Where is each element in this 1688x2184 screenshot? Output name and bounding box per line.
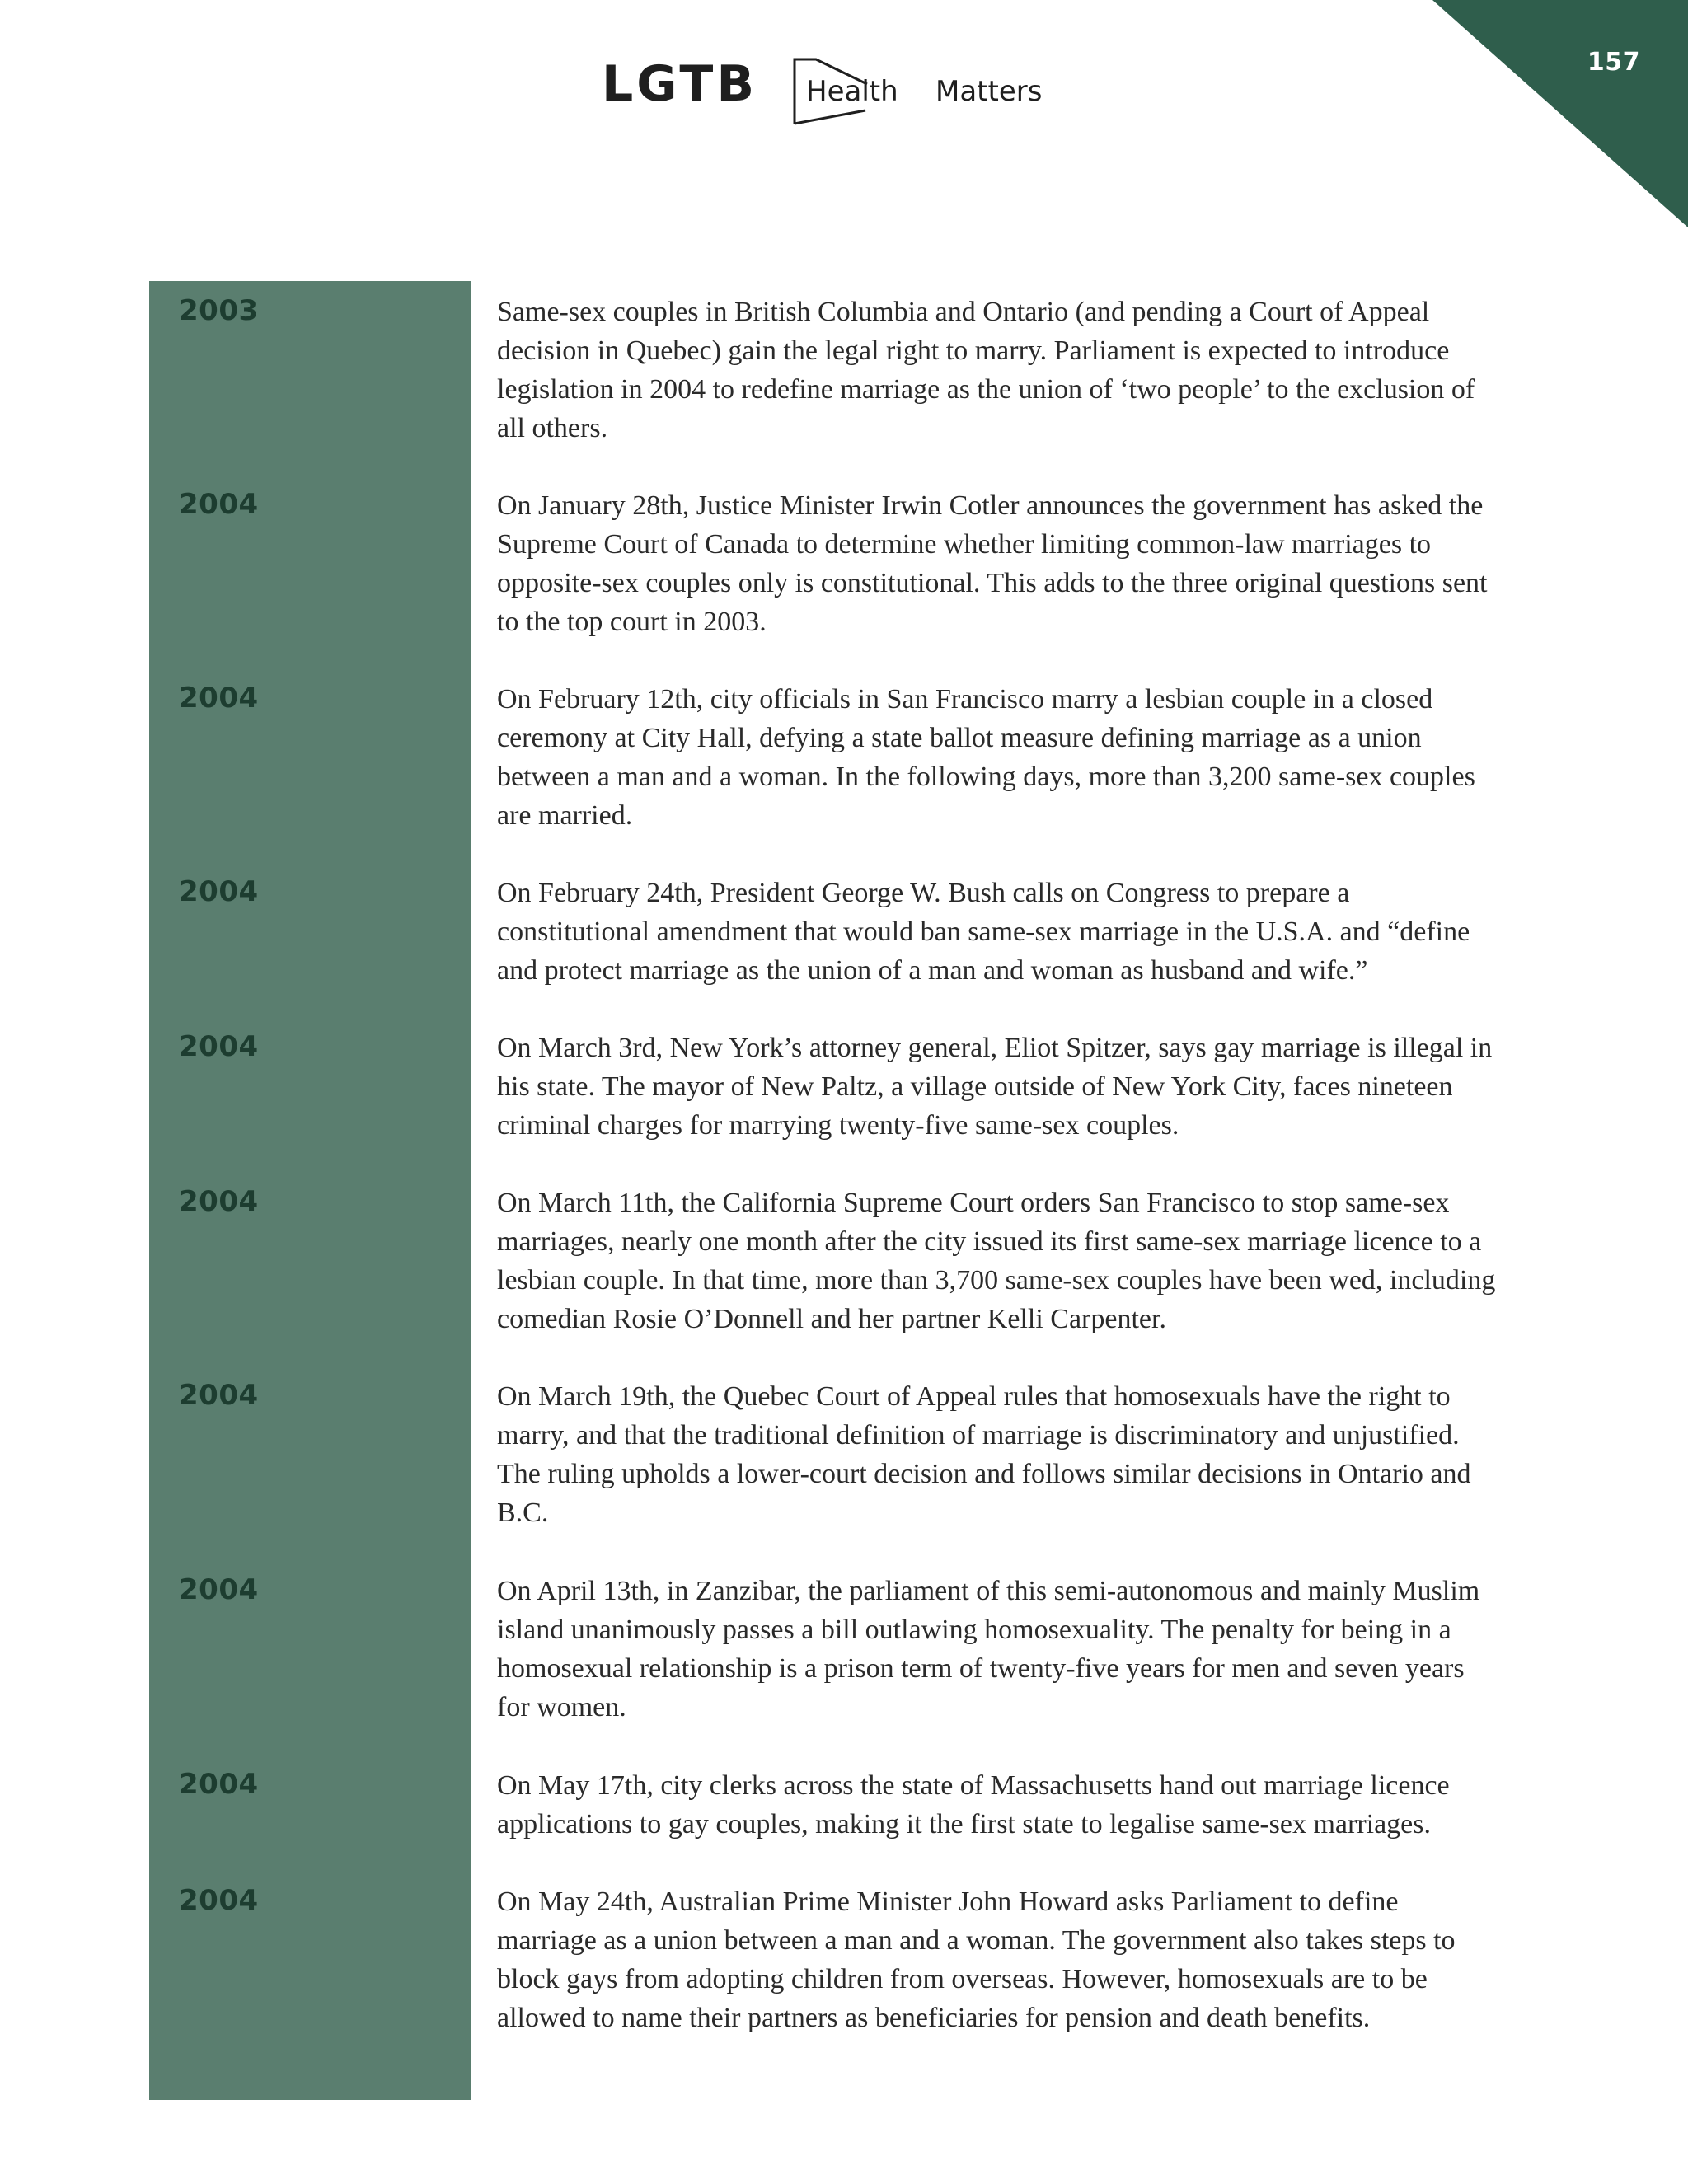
timeline-year: 2004 [179,1030,259,1063]
logo-health: Health [806,75,898,108]
timeline-year: 2004 [179,682,259,715]
timeline-text: On March 3rd, New York’s attorney general, Eliot Spitzer, says gay marriage is illegal in his state. The mayor of New Paltz, a village outside of New York City, faces nineteen criminal charges for marrying twenty-five same-sex couples. [497,1033,1493,1141]
timeline-text: On March 19th, the Quebec Court of Appeal rules that homosexuals have the right to marry, and that the traditional definition of marriage is discriminatory and unjustified. The ruling upholds a lower-court decision and follows similar decisions in Ontario and B.C. [497,1381,1471,1528]
timeline-text: On February 24th, President George W. Bush calls on Congress to prepare a constitutional amendment that would ban same-sex marriage in the U.S.A. and “define and protect marriage as the union of a man and woman as husband and wife.” [497,878,1470,986]
timeline-year: 2004 [179,875,259,908]
logo-matters: Matters [935,75,1043,108]
corner-triangle [1432,0,1688,227]
timeline-year: 2003 [179,294,259,327]
timeline-text: On May 17th, city clerks across the state of Massachusetts hand out marriage licence applications to gay couples, making it the first state to legalise same-sex marriages. [497,1770,1450,1840]
timeline-year: 2004 [179,1379,259,1412]
logo [602,56,1096,130]
timeline-text: On May 24th, Australian Prime Minister John Howard asks Parliament to define marriage as a union between a man and a woman. The government also takes steps to block gays from adopting children from overseas. However, homosexuals are to be allowed to name their partners as beneficiaries for pension and death benefits. [497,1886,1456,2033]
timeline-text: Same-sex couples in British Columbia and Ontario (and pending a Court of Appeal decision in Quebec) gain the legal right to marry. Parliament is expected to introduce legislation in 2004 to redefine marriage as the union of ‘two people’ to the exclusion of all others. [497,297,1475,443]
timeline-text: On January 28th, Justice Minister Irwin Cotler announces the government has asked the Supreme Court of Canada to determine whether limiting common-law marriages to opposite-sex couples only is constitutional. This adds to the three original questions sent to the top court in 2003. [497,490,1488,637]
timeline-text: On April 13th, in Zanzibar, the parliament of this semi-autonomous and mainly Muslim island unanimously passes a bill outlawing homosexuality. The penalty for being in a homosexual relationship is a prison term of twenty-five years for men and seven years for women. [497,1576,1480,1722]
timeline-text: On March 11th, the California Supreme Court orders San Francisco to stop same-sex marriages, nearly one month after the city issued its first same-sex marriage licence to a lesbian couple. In that time, more than 3,700 same-sex couples have been wed, including comedian Rosie O’Donnell and her partner Kelli Carpenter. [497,1188,1496,1334]
timeline-year: 2004 [179,1884,259,1917]
timeline-text: On February 12th, city officials in San Francisco marry a lesbian couple in a closed ceremony at City Hall, defying a state ballot measure defining marriage as a union between a man and a woman. In the following days, more than 3,200 same-sex couples are married. [497,684,1475,831]
logo-lgtb: LGTB [602,55,758,113]
timeline-year: 2004 [179,1573,259,1606]
page-number: 157 [1587,48,1640,77]
timeline-year: 2004 [179,488,259,521]
timeline-year: 2004 [179,1185,259,1218]
timeline-year: 2004 [179,1768,259,1801]
